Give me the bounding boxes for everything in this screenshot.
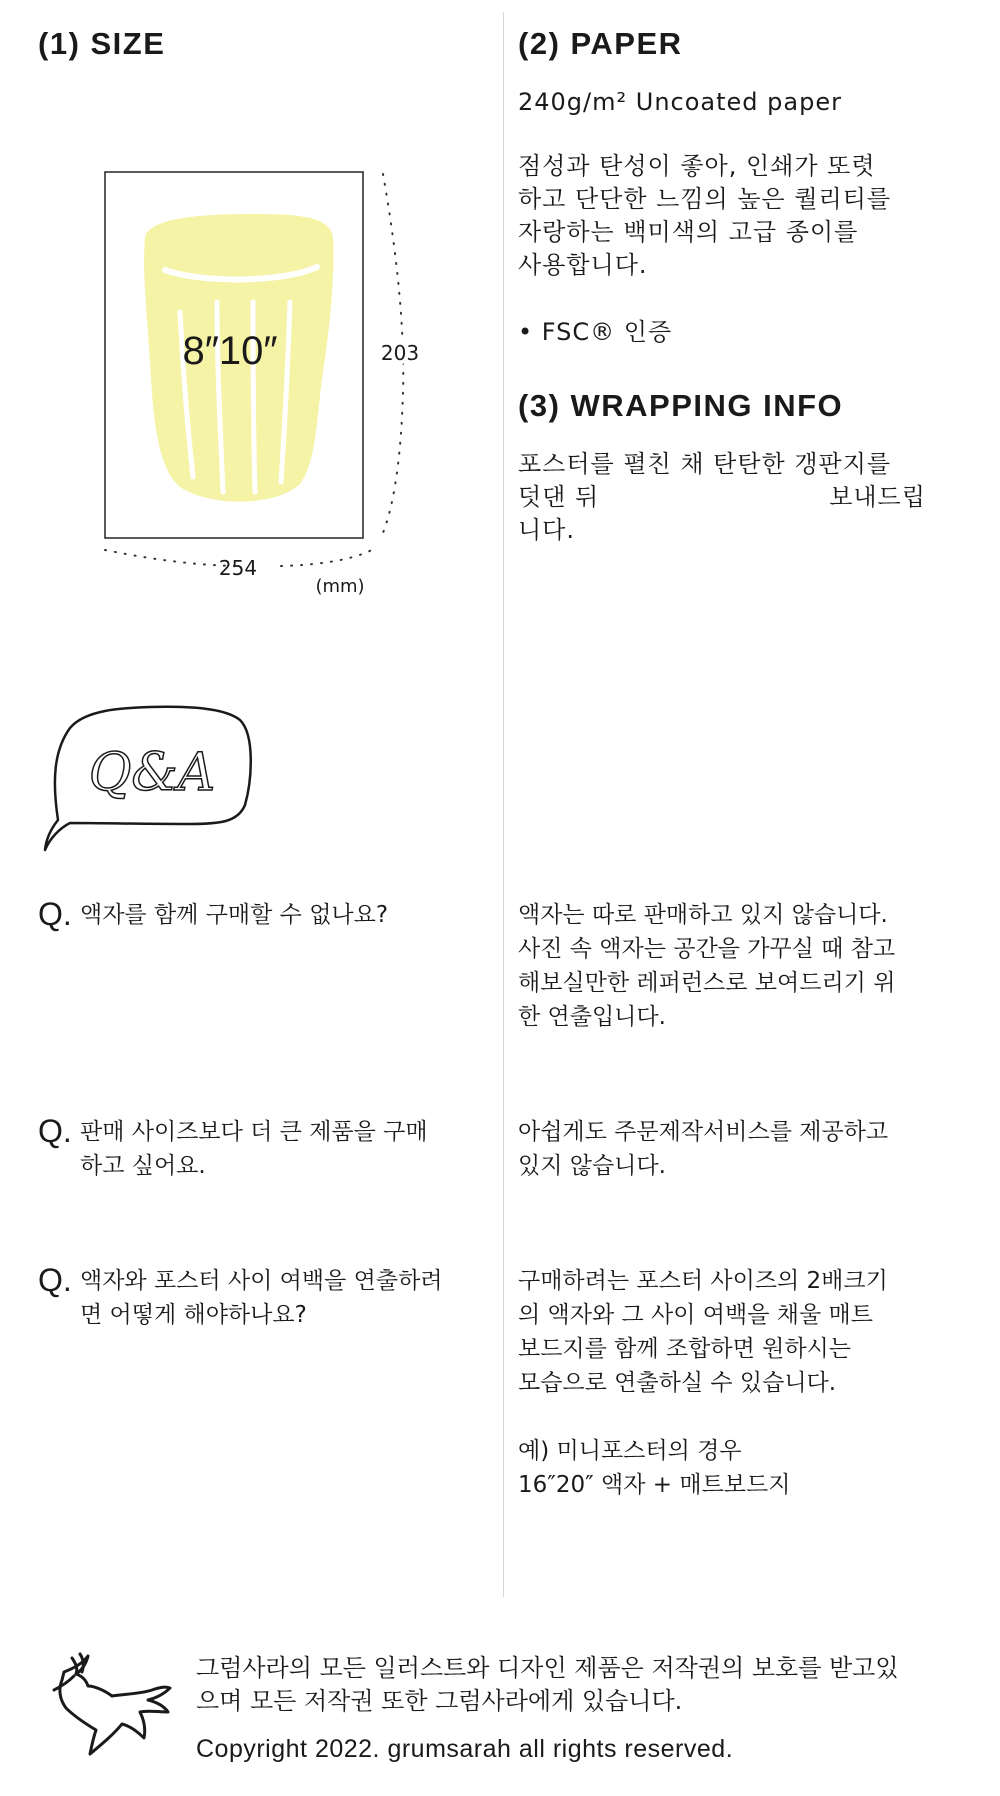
width-dimension-line-left <box>105 550 235 566</box>
answer-line: 보드지를 함께 조합하면 원하시는 <box>518 1336 851 1362</box>
answer-line: 있지 않습니다. <box>518 1153 666 1179</box>
answer-line: 예) 미니포스터의 경우 <box>518 1438 742 1464</box>
wrapping-line: 니다. <box>518 516 575 544</box>
question-line: 하고 싶어요. <box>80 1153 206 1179</box>
fsc-certification: • FSC® 인증 <box>518 318 673 346</box>
answer-line: 모습으로 연출하실 수 있습니다. <box>518 1370 837 1396</box>
wrapping-line-end: 보내드립 <box>829 483 926 511</box>
paper-description-line: 사용합니다. <box>518 251 648 279</box>
answer-line: 한 연출입니다. <box>518 1004 666 1030</box>
paper-description-line: 점성과 탄성이 좋아, 인쇄가 또렷 <box>518 152 876 180</box>
answer-line: 16″20″ 액자 + 매트보드지 <box>518 1472 791 1498</box>
answer-spacer <box>518 1400 888 1434</box>
size-diagram <box>95 162 440 602</box>
question-line: 판매 사이즈보다 더 큰 제품을 구매 <box>80 1119 428 1145</box>
answer-line: 사진 속 액자는 공간을 가꾸실 때 참고 <box>518 936 896 962</box>
height-value: 203 <box>380 341 420 365</box>
width-value: 254 <box>218 556 258 580</box>
question-marker: Q. <box>38 896 72 932</box>
notice-line: 그럼사라의 모든 일러스트와 디자인 제품은 저작권의 보호를 받고있 <box>196 1654 899 1682</box>
wrapping-description <box>518 448 926 547</box>
answer-line: 의 액자와 그 사이 여백을 채울 매트 <box>518 1302 873 1328</box>
question-marker: Q. <box>38 1113 72 1149</box>
answer-line: 해보실만한 레퍼런스로 보여드리기 위 <box>518 970 896 996</box>
wrapping-line-start: 덧댄 뒤 <box>518 483 600 511</box>
qa-badge-text: Q&A <box>88 743 216 803</box>
answer-1 <box>518 898 895 1034</box>
paper-spec: 240g/m² Uncoated paper <box>518 88 842 116</box>
question-marker: Q. <box>38 1262 72 1298</box>
size-heading: (1) SIZE <box>38 26 166 61</box>
wrapping-heading: (3) WRAPPING INFO <box>518 388 844 423</box>
answer-line: 아쉽게도 주문제작서비스를 제공하고 <box>518 1119 889 1145</box>
unit-label: (mm) <box>315 576 365 597</box>
width-dimension-line-right <box>281 547 377 566</box>
answer-2 <box>518 1115 888 1183</box>
column-divider <box>503 12 504 1597</box>
dove-logo-icon <box>52 1650 182 1760</box>
print-size-label: 8″10″ <box>182 329 278 373</box>
wrapping-line: 포스터를 펼친 채 탄탄한 갱판지를 <box>518 450 892 478</box>
copyright-line: Copyright 2022. grumsarah all rights reserved. <box>196 1735 734 1763</box>
question-1 <box>80 898 388 932</box>
wrapping-line <box>518 481 926 514</box>
qa-speech-bubble-icon <box>40 700 260 855</box>
paper-heading: (2) PAPER <box>518 26 683 61</box>
paper-description-line: 자랑하는 백미색의 고급 종이를 <box>518 218 859 246</box>
notice-line: 으며 모든 저작권 또한 그럼사라에게 있습니다. <box>196 1687 683 1715</box>
question-line: 액자와 포스터 사이 여백을 연출하려 <box>80 1268 443 1294</box>
paper-description <box>518 150 891 282</box>
answer-line: 구매하려는 포스터 사이즈의 2배크기 <box>518 1268 888 1294</box>
copyright-notice <box>196 1652 899 1718</box>
paper-description-line: 하고 단단한 느낌의 높은 퀄리티를 <box>518 185 892 213</box>
question-3 <box>80 1264 443 1332</box>
question-line: 액자를 함께 구매할 수 없나요? <box>80 902 389 928</box>
question-line: 면 어떻게 해야하나요? <box>80 1302 307 1328</box>
question-2 <box>80 1115 428 1183</box>
answer-line: 액자는 따로 판매하고 있지 않습니다. <box>518 902 888 928</box>
answer-3 <box>518 1264 888 1502</box>
